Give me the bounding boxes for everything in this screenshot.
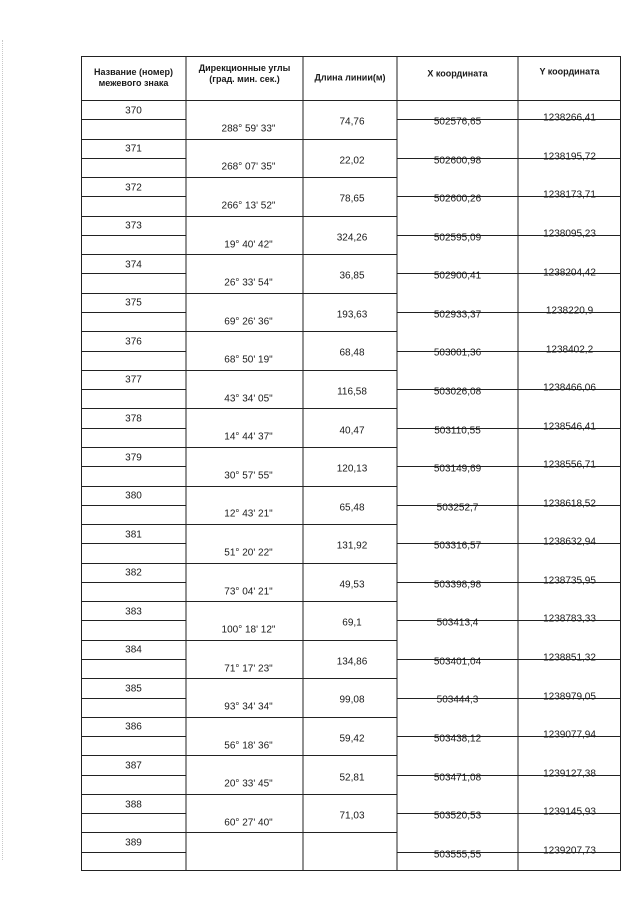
point-name: 379: [125, 452, 142, 464]
segment-angle: 51° 20' 22": [224, 547, 273, 559]
segment-length: 78,65: [339, 193, 365, 205]
point-x: 503444,3: [436, 694, 479, 706]
segment-length: 71,03: [339, 810, 365, 822]
point-name: 389: [125, 837, 142, 849]
segment-length: 59,42: [339, 733, 365, 745]
segment-angle: 100° 18' 12": [221, 624, 276, 636]
segment-angle: 268° 07' 35": [221, 161, 276, 173]
segment-angle: 20° 33' 45": [224, 778, 273, 790]
point-y: 1238220,9: [545, 305, 594, 317]
header-length: Длина линии(м): [314, 72, 386, 83]
point-y: 1238095,23: [543, 228, 596, 240]
point-y: 1238618,52: [543, 498, 596, 510]
point-x: 503398,98: [433, 579, 482, 591]
point-name: 382: [125, 567, 142, 579]
point-name: 375: [125, 297, 142, 309]
point-y: 1238173,71: [543, 189, 596, 201]
point-x: 502600,98: [433, 155, 482, 167]
segment-length: 116,58: [337, 386, 367, 398]
segment-angle: 60° 27' 40": [224, 817, 273, 829]
point-y: 1238466,06: [543, 382, 596, 394]
segment-length: 65,48: [339, 502, 365, 514]
point-name: 373: [125, 220, 142, 232]
segment-angle: 56° 18' 36": [224, 740, 273, 752]
header-angle-line: (град. мин. сек.): [209, 74, 280, 84]
segment-length: 69,1: [342, 617, 362, 629]
point-name: 378: [125, 413, 142, 425]
header-x: X координата: [427, 68, 488, 79]
segment-angle: 12° 43' 21": [224, 508, 273, 520]
point-name: 376: [125, 336, 142, 348]
segment-length: 120,13: [336, 463, 368, 475]
point-y: 1239127,38: [543, 768, 596, 780]
segment-length: 36,85: [339, 270, 365, 282]
point-name: 371: [125, 143, 142, 155]
point-name: 374: [125, 259, 142, 271]
point-x: 502600,26: [433, 193, 482, 205]
header-y: Y координата: [539, 66, 600, 77]
point-y: 1238556,71: [543, 459, 596, 471]
point-name: 383: [125, 606, 142, 618]
point-x: 503252,7: [436, 502, 479, 514]
scan-edge-marks: [2, 40, 9, 860]
segment-length: 99,08: [339, 694, 365, 706]
point-x: 502933,37: [433, 309, 482, 321]
point-x: 503401,04: [433, 656, 482, 668]
segment-angle: 69° 26' 36": [224, 316, 273, 328]
point-name: 384: [125, 644, 142, 656]
point-y: 1238266,41: [543, 112, 596, 124]
header-name: [94, 67, 173, 89]
point-y: 1238195,72: [543, 151, 596, 163]
segment-angle: 30° 57' 55": [224, 470, 273, 482]
point-x: 502900,41: [433, 270, 482, 282]
point-x: 503110,55: [434, 425, 481, 437]
segment-length: 68,48: [339, 347, 365, 359]
point-x: 503555,55: [433, 849, 482, 861]
segment-length: 193,63: [336, 309, 368, 321]
segment-angle: 68° 50' 19": [224, 354, 273, 366]
segment-length: 324,26: [336, 232, 368, 244]
point-y: 1238402,2: [545, 344, 594, 356]
point-name: 370: [125, 105, 142, 117]
segment-length: 22,02: [339, 155, 365, 167]
point-y: 1238735,95: [543, 575, 596, 587]
point-x: 502576,65: [433, 116, 482, 128]
segment-angle: 71° 17' 23": [224, 663, 273, 675]
point-name: 381: [125, 529, 142, 541]
point-name: 386: [125, 721, 142, 733]
point-x: 503471,08: [433, 772, 482, 784]
point-y: 1238546,41: [543, 421, 596, 433]
point-x: 503413,4: [436, 617, 479, 629]
point-y: 1238783,33: [543, 613, 596, 625]
segment-length: 131,92: [336, 540, 368, 552]
point-name: 372: [125, 182, 142, 194]
point-name: 380: [125, 490, 142, 502]
segment-length: 134,86: [336, 656, 368, 668]
segment-angle: 26° 33' 54": [224, 277, 273, 289]
segment-angle: 43° 34' 05": [224, 393, 273, 405]
point-x: 503438,12: [433, 733, 482, 745]
point-x: 502595,09: [433, 232, 482, 244]
segment-length: 52,81: [339, 772, 365, 784]
point-x: 503149,69: [433, 463, 482, 475]
segment-length: 40,47: [339, 425, 365, 437]
segment-angle: 14° 44' 37": [224, 431, 273, 443]
header-name-line: Название (номер): [94, 67, 173, 77]
point-x: 503001,36: [433, 347, 482, 359]
header-name-line: межевого знака: [98, 78, 169, 88]
boundary-coordinates-table: [81, 56, 621, 871]
segment-length: 49,53: [339, 579, 365, 591]
header-angle: [199, 63, 291, 85]
segment-angle: 73° 04' 21": [224, 586, 273, 597]
point-x: 503520,53: [433, 810, 482, 822]
point-y: 1238851,32: [543, 652, 596, 664]
point-y: 1239207,73: [543, 845, 596, 857]
point-y: 1238979,05: [543, 691, 596, 703]
segment-angle: 266° 13' 52": [221, 200, 276, 212]
point-name: 385: [125, 683, 142, 695]
point-y: 1238204,42: [543, 267, 596, 278]
point-name: 377: [125, 374, 142, 386]
point-name: 388: [125, 799, 142, 810]
point-x: 503316,57: [433, 540, 482, 552]
point-y: 1239077,94: [543, 729, 596, 741]
point-x: 503026,08: [433, 386, 482, 398]
header-angle-line: Дирекционные углы: [198, 63, 291, 73]
point-name: 387: [125, 760, 142, 772]
segment-angle: 19° 40' 42": [224, 239, 273, 251]
segment-angle: 288° 59' 33": [221, 123, 276, 135]
segment-length: 74,76: [339, 116, 365, 128]
point-y: 1238632,94: [543, 536, 596, 548]
point-y: 1239145,93: [543, 806, 596, 818]
segment-angle: 93° 34' 34": [224, 701, 273, 713]
